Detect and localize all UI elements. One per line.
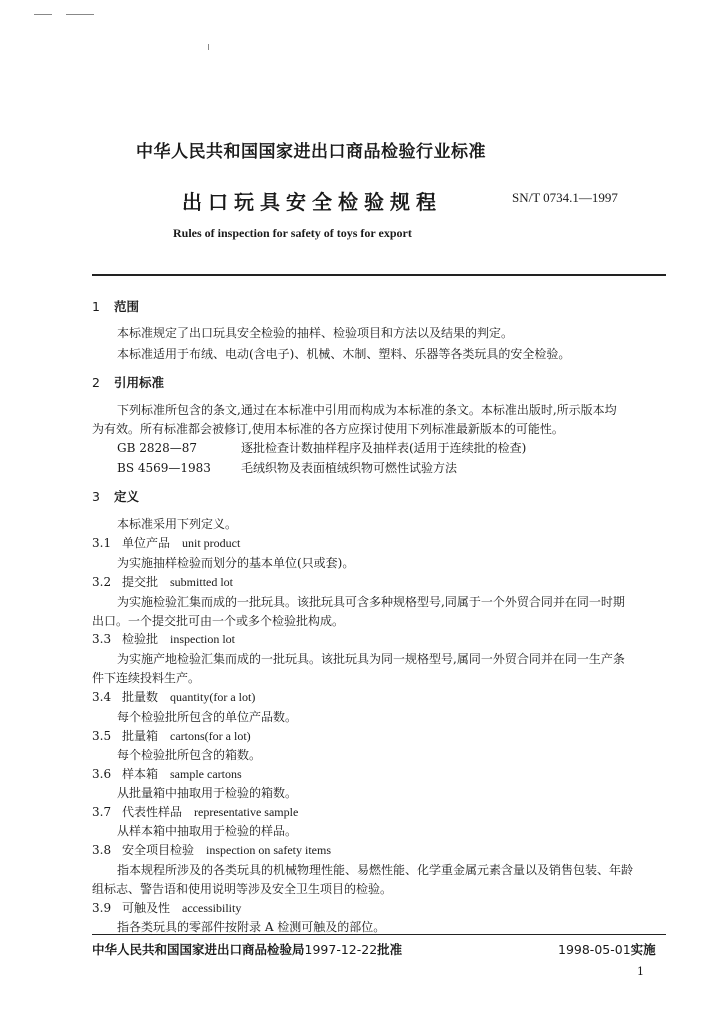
definition-number: 3.7 xyxy=(92,805,112,819)
body-line: 从批量箱中抽取用于检验的箱数。 xyxy=(117,786,298,800)
definition-heading xyxy=(92,727,251,744)
definition-heading xyxy=(92,899,241,916)
section-heading-3 xyxy=(92,487,139,505)
body-line: 指各类玩具的零部件按附录 A 检测可触及的部位。 xyxy=(117,920,386,934)
issuer: 中华人民共和国国家进出口商品检验局 xyxy=(92,942,305,957)
body-line: 每个检验批所包含的单位产品数。 xyxy=(117,710,298,724)
body-line: 指本规程所涉及的各类玩具的机械物理性能、易燃性能、化学重金属元素含量以及销售包装、年龄 xyxy=(117,863,634,877)
body-line: 出口。一个提交批可由一个或多个检验批构成。 xyxy=(92,614,345,628)
body-line: 为实施抽样检验而划分的基本单位(只或套)。 xyxy=(117,556,355,570)
definition-term: 单位产品 xyxy=(122,536,171,550)
header-divider xyxy=(92,274,666,276)
body-line: 为实施检验汇集而成的一批玩具。该批玩具可含多种规格型号,同属于一个外贸合同并在同一时期 xyxy=(117,595,625,609)
definition-term: 提交批 xyxy=(122,575,159,589)
footer-divider xyxy=(92,934,666,935)
body-line: 为有效。所有标准都会被修订,使用本标准的各方应探讨使用下列标准最新版本的可能性。 xyxy=(92,422,564,436)
definition-number: 3.6 xyxy=(92,767,112,781)
definition-term-en: representative sample xyxy=(194,805,299,819)
section-title: 定义 xyxy=(114,489,140,504)
section-number: 2 xyxy=(92,375,100,390)
document-title: 出口玩具安全检验规程 xyxy=(182,190,442,214)
effective-label: 实施 xyxy=(630,942,656,957)
reference-code: GB 2828—87 xyxy=(117,441,198,455)
body-line: 本标准规定了出口玩具安全检验的抽样、检验项目和方法以及结果的判定。 xyxy=(117,326,514,340)
definition-term-en: submitted lot xyxy=(170,575,234,589)
effective-date: 1998-05-01 xyxy=(558,942,631,957)
reference-title: 逐批检查计数抽样程序及抽样表(适用于连续批的检查) xyxy=(241,441,527,455)
reference-item xyxy=(117,439,526,456)
definition-heading xyxy=(92,841,331,858)
definition-term: 检验批 xyxy=(122,632,159,646)
section-number: 3 xyxy=(92,489,100,504)
scan-artifact xyxy=(34,14,52,15)
section-title: 引用标准 xyxy=(114,375,165,390)
definition-term-en: quantity(for a lot) xyxy=(170,690,256,704)
section-number: 1 xyxy=(92,299,100,314)
body-line: 为实施产地检验汇集而成的一批玩具。该批玩具为同一规格型号,属同一外贸合同并在同一生产条 xyxy=(117,652,625,666)
body-line: 从样本箱中抽取用于检验的样品。 xyxy=(117,824,298,838)
body-line: 每个检验批所包含的箱数。 xyxy=(117,748,262,762)
body-line: 下列标准所包含的条文,通过在本标准中引用而构成为本标准的条文。本标准出版时,所示版本均 xyxy=(117,403,617,417)
definition-term-en: sample cartons xyxy=(170,767,242,781)
definition-heading xyxy=(92,765,242,782)
page-number: 1 xyxy=(637,965,644,978)
definition-heading xyxy=(92,573,233,590)
reference-code: BS 4569—1983 xyxy=(117,461,211,475)
definition-term-en: unit product xyxy=(182,536,241,550)
definition-heading xyxy=(92,630,235,647)
definition-number: 3.8 xyxy=(92,843,112,857)
definition-number: 3.4 xyxy=(92,690,112,704)
definition-heading xyxy=(92,803,298,820)
definition-term-en: accessibility xyxy=(182,901,242,915)
definition-term-en: inspection lot xyxy=(170,632,236,646)
effective-line xyxy=(558,940,656,958)
section-title: 范围 xyxy=(114,299,140,314)
definition-number: 3.9 xyxy=(92,901,112,915)
definition-number: 3.2 xyxy=(92,575,112,589)
scan-artifact xyxy=(208,44,209,50)
issue-date: 1997-12-22 xyxy=(304,942,378,957)
issue-label: 批准 xyxy=(377,942,403,957)
definition-number: 3.5 xyxy=(92,729,112,743)
body-line: 组标志、警告语和使用说明等涉及安全卫生项目的检验。 xyxy=(92,882,393,896)
definition-number: 3.1 xyxy=(92,536,112,550)
definition-term-en: cartons(for a lot) xyxy=(170,729,251,743)
body-line: 本标准采用下列定义。 xyxy=(117,517,238,531)
approval-line xyxy=(92,940,402,958)
definition-number: 3.3 xyxy=(92,632,112,646)
section-heading-1 xyxy=(92,297,139,315)
definition-term-en: inspection on safety items xyxy=(206,843,331,857)
definition-term: 批量箱 xyxy=(122,729,159,743)
definition-term: 批量数 xyxy=(122,690,159,704)
definition-heading xyxy=(92,534,240,551)
section-heading-2 xyxy=(92,373,164,391)
authority-title: 中华人民共和国国家进出口商品检验行业标准 xyxy=(136,142,486,162)
body-line: 本标准适用于布绒、电动(含电子)、机械、木制、塑料、乐器等各类玩具的安全检验。 xyxy=(117,347,571,361)
definition-term: 安全项目检验 xyxy=(122,843,195,857)
definition-term: 可触及性 xyxy=(122,901,171,915)
scan-artifact xyxy=(66,14,94,15)
reference-title: 毛绒织物及表面植绒织物可燃性试验方法 xyxy=(241,461,458,475)
english-title: Rules of inspection for safety of toys for export xyxy=(173,226,412,240)
body-line: 件下连续投料生产。 xyxy=(92,671,201,685)
definition-term: 代表性样品 xyxy=(122,805,183,819)
standard-code: SN/T 0734.1—1997 xyxy=(512,190,618,205)
reference-item xyxy=(117,459,457,476)
definition-heading xyxy=(92,688,255,705)
definition-term: 样本箱 xyxy=(122,767,159,781)
